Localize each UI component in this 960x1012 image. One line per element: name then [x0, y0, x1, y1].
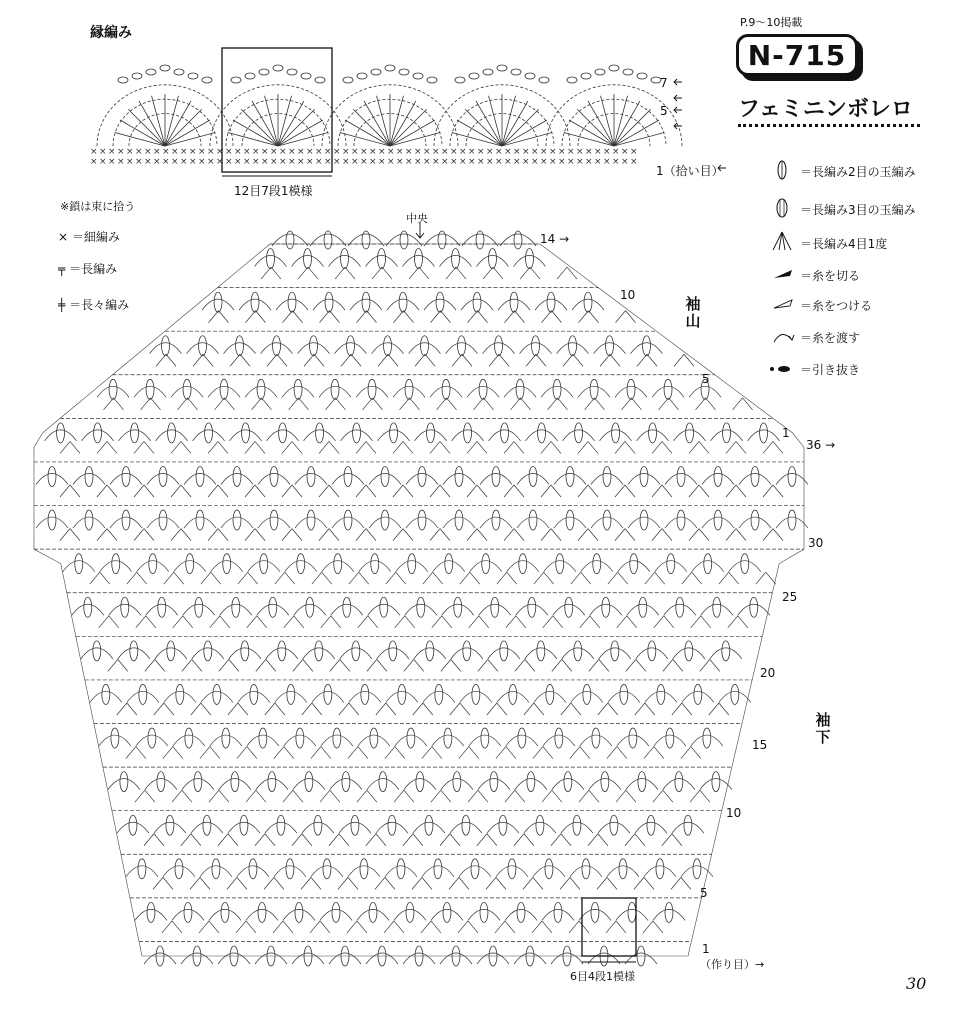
sleeve-under-label: 袖下 — [815, 711, 831, 746]
svg-text:×: × — [378, 157, 386, 167]
svg-text:×: × — [468, 147, 476, 157]
svg-text:×: × — [207, 147, 215, 157]
svg-text:×: × — [126, 157, 134, 167]
svg-text:×: × — [477, 157, 485, 167]
legend-item-dc3: ＝長編み3目の玉編み — [772, 200, 916, 218]
legend-item-carry: ＝糸を渡す — [772, 328, 860, 346]
legend-item-slip: ＝引き抜き — [772, 360, 860, 378]
svg-text:×: × — [414, 147, 422, 157]
svg-text:×: × — [207, 157, 215, 167]
svg-text:×: × — [342, 147, 350, 157]
svg-text:×: × — [198, 147, 206, 157]
svg-text:×: × — [180, 147, 188, 157]
svg-text:×: × — [189, 147, 197, 157]
sleeve-row-30: 30 — [808, 536, 824, 550]
svg-text:×: × — [414, 157, 422, 167]
svg-text:×: × — [432, 147, 440, 157]
svg-text:×: × — [288, 157, 296, 167]
svg-text:×: × — [297, 157, 305, 167]
svg-text:×: × — [531, 157, 539, 167]
svg-text:×: × — [108, 147, 116, 157]
svg-text:×: × — [333, 147, 341, 157]
svg-text:×: × — [315, 157, 323, 167]
sleeve-row-15: 15 — [752, 738, 768, 752]
svg-text:×: × — [594, 147, 602, 157]
svg-text:×: × — [351, 157, 359, 167]
svg-text:×: × — [261, 147, 269, 157]
svg-text:×: × — [126, 147, 134, 157]
svg-text:×: × — [567, 157, 575, 167]
svg-text:×: × — [288, 147, 296, 157]
svg-text:×: × — [342, 157, 350, 167]
svg-text:×: × — [216, 147, 224, 157]
svg-text:×: × — [513, 147, 521, 157]
svg-text:×: × — [234, 147, 242, 157]
svg-text:×: × — [144, 147, 152, 157]
svg-text:×: × — [558, 147, 566, 157]
svg-text:×: × — [351, 147, 359, 157]
svg-text:×: × — [459, 157, 467, 167]
edge-chart — [90, 48, 726, 176]
product-title: フェミニンボレロ — [738, 97, 913, 122]
svg-text:×: × — [441, 157, 449, 167]
sleeve-row-10: 10 — [726, 806, 742, 820]
tr-note: ＝長々編み — [69, 298, 130, 312]
svg-text:×: × — [369, 147, 377, 157]
legend-item-dc4tog: ＝長編み4目1度 — [772, 234, 887, 252]
svg-text:×: × — [405, 147, 413, 157]
sleeve-row-1: 1 — [702, 942, 710, 956]
svg-text:×: × — [225, 157, 233, 167]
edge-row-label-7: 7 — [660, 76, 668, 90]
svg-text:×: × — [117, 157, 125, 167]
svg-text:×: × — [603, 147, 611, 157]
svg-text:×: × — [117, 147, 125, 157]
svg-text:×: × — [153, 147, 161, 157]
svg-text:×: × — [585, 147, 593, 157]
svg-text:×: × — [558, 157, 566, 167]
svg-text:×: × — [540, 147, 548, 157]
svg-text:×: × — [135, 157, 143, 167]
svg-text:×: × — [621, 147, 629, 157]
svg-text:×: × — [603, 157, 611, 167]
svg-text:×: × — [387, 147, 395, 157]
edge-title: 縁編み — [90, 25, 132, 41]
svg-text:×: × — [243, 157, 251, 167]
svg-text:×: × — [387, 157, 395, 167]
svg-text:×: × — [171, 157, 179, 167]
center-label: 中央 — [406, 212, 428, 225]
svg-text:×: × — [441, 147, 449, 157]
svg-text:×: × — [270, 157, 278, 167]
slip-stitch-icon — [772, 360, 796, 378]
pattern-code-badge: N-715 — [736, 34, 858, 76]
svg-text:×: × — [270, 147, 278, 157]
edge-row-label-5: 5 — [660, 104, 668, 118]
svg-text:×: × — [450, 157, 458, 167]
legend-item-cut: ＝糸を切る — [772, 266, 860, 284]
sleeve-row-10-cap: 10 — [620, 288, 636, 302]
svg-text:×: × — [630, 157, 638, 167]
svg-text:×: × — [99, 157, 107, 167]
svg-text:×: × — [549, 157, 557, 167]
svg-text:×: × — [405, 157, 413, 167]
svg-text:×: × — [279, 157, 287, 167]
svg-text:×: × — [630, 147, 638, 157]
sleeve-row-5-cap: 5 — [702, 372, 710, 386]
svg-text:×: × — [504, 157, 512, 167]
svg-text:×: × — [144, 157, 152, 167]
svg-text:×: × — [612, 157, 620, 167]
svg-text:×: × — [369, 157, 377, 167]
svg-text:×: × — [495, 157, 503, 167]
svg-text:×: × — [396, 157, 404, 167]
svg-text:×: × — [99, 147, 107, 157]
svg-text:×: × — [468, 157, 476, 167]
svg-text:×: × — [297, 147, 305, 157]
svg-text:×: × — [621, 157, 629, 167]
legend-item-join: ＝糸をつける — [772, 296, 872, 314]
svg-text:×: × — [522, 157, 530, 167]
svg-text:×: × — [585, 157, 593, 167]
svg-text:×: × — [180, 157, 188, 167]
svg-text:×: × — [513, 157, 521, 167]
svg-text:×: × — [576, 157, 584, 167]
svg-text:×: × — [198, 157, 206, 167]
svg-text:×: × — [423, 147, 431, 157]
tr-icon: ╪ — [58, 298, 66, 312]
foundation-label: （作り目）→ — [700, 958, 765, 971]
svg-text:×: × — [477, 147, 485, 157]
chain-note: ※鎖は束に拾う — [60, 200, 136, 213]
svg-text:×: × — [396, 147, 404, 157]
svg-text:×: × — [306, 157, 314, 167]
page-number: 30 — [906, 974, 927, 993]
svg-text:×: × — [495, 147, 503, 157]
sleeve-cap-label: 袖山 — [685, 295, 701, 330]
svg-text:×: × — [225, 147, 233, 157]
svg-text:×: × — [279, 147, 287, 157]
edge-pattern-label: 12目7段1模様 — [234, 184, 313, 198]
sleeve-pattern-label: 6目4段1模様 — [570, 970, 635, 983]
svg-text:×: × — [486, 157, 494, 167]
sleeve-row-5: 5 — [700, 886, 708, 900]
svg-text:×: × — [423, 157, 431, 167]
svg-text:×: × — [252, 157, 260, 167]
title-dotted-underline — [738, 124, 920, 127]
edge-pickup-label: 1（拾い目） — [656, 164, 724, 178]
svg-text:×: × — [504, 147, 512, 157]
sc-note: ＝細編み — [71, 230, 120, 244]
svg-text:×: × — [459, 147, 467, 157]
svg-text:×: × — [486, 147, 494, 157]
svg-text:×: × — [333, 157, 341, 167]
svg-text:×: × — [162, 157, 170, 167]
dc-icon: ╤ — [58, 262, 66, 276]
cut-yarn-icon — [772, 266, 796, 284]
svg-text:×: × — [171, 147, 179, 157]
svg-text:×: × — [234, 157, 242, 167]
sleeve-chart — [34, 222, 808, 966]
sleeve-row-1-cap: 1 — [782, 426, 790, 440]
sleeve-row-14: 14 → — [540, 232, 570, 246]
sleeve-row-25: 25 — [782, 590, 798, 604]
svg-text:×: × — [189, 157, 197, 167]
svg-text:×: × — [261, 157, 269, 167]
svg-text:×: × — [576, 147, 584, 157]
svg-text:×: × — [540, 157, 548, 167]
svg-text:×: × — [549, 147, 557, 157]
page-reference: P.9〜10掲載 — [740, 16, 803, 29]
dc4tog-icon — [772, 234, 796, 252]
svg-text:×: × — [153, 157, 161, 167]
svg-text:×: × — [306, 147, 314, 157]
svg-text:×: × — [378, 147, 386, 157]
dc2-cluster-icon — [772, 162, 796, 180]
svg-text:×: × — [360, 157, 368, 167]
svg-text:×: × — [216, 157, 224, 167]
svg-text:×: × — [90, 157, 98, 167]
carry-yarn-icon — [772, 328, 796, 346]
svg-text:×: × — [108, 157, 116, 167]
svg-text:×: × — [594, 157, 602, 167]
svg-text:×: × — [90, 147, 98, 157]
sc-icon: × — [58, 230, 69, 244]
svg-text:×: × — [360, 147, 368, 157]
sleeve-row-36: 36 → — [806, 438, 836, 452]
svg-text:×: × — [162, 147, 170, 157]
svg-text:×: × — [315, 147, 323, 157]
svg-text:×: × — [450, 147, 458, 157]
svg-text:×: × — [531, 147, 539, 157]
svg-text:×: × — [252, 147, 260, 157]
svg-text:×: × — [243, 147, 251, 157]
join-yarn-icon — [772, 296, 796, 314]
svg-text:×: × — [324, 157, 332, 167]
svg-text:×: × — [522, 147, 530, 157]
svg-text:×: × — [567, 147, 575, 157]
sleeve-row-20: 20 — [760, 666, 776, 680]
svg-text:×: × — [612, 147, 620, 157]
legend-item-dc2: ＝長編み2目の玉編み — [772, 162, 916, 180]
dc3-cluster-icon — [772, 200, 796, 218]
svg-text:×: × — [432, 157, 440, 167]
svg-text:×: × — [135, 147, 143, 157]
dc-note: ＝長編み — [69, 262, 118, 276]
svg-text:×: × — [324, 147, 332, 157]
